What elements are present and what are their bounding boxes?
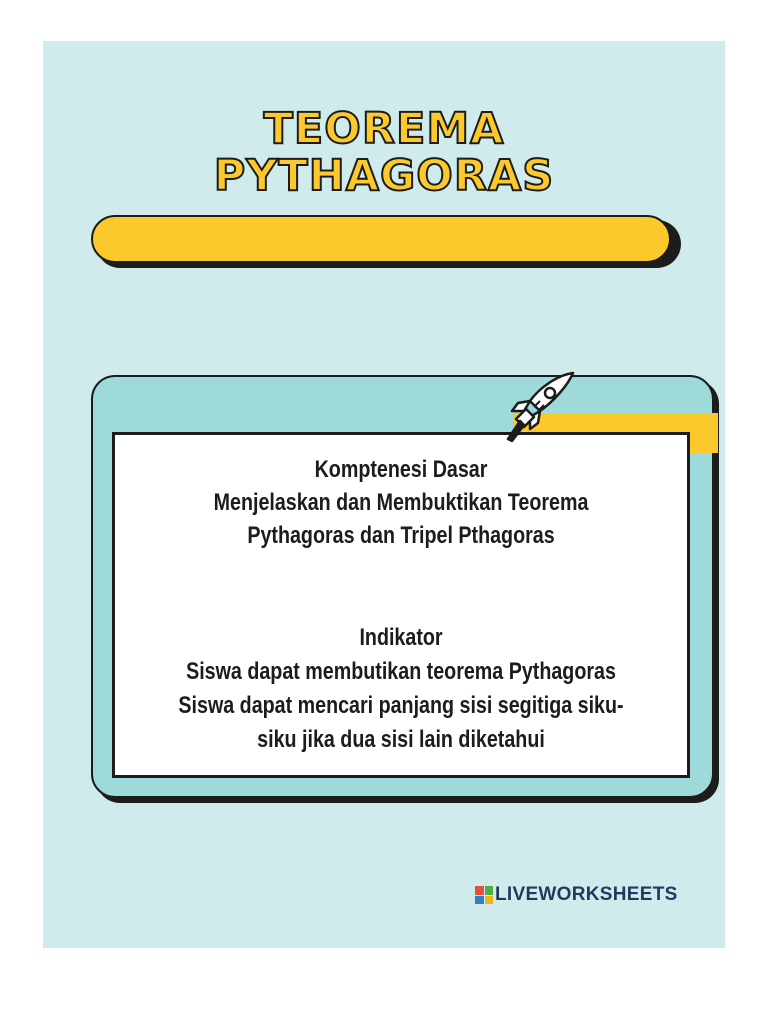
worksheet-page xyxy=(43,41,725,948)
indicator-heading: Indikator xyxy=(359,624,443,651)
rocket-icon xyxy=(478,369,580,453)
liveworksheets-brand: LIVEWORKSHEETS xyxy=(495,884,678,905)
title-line-2: PYTHAGORAS xyxy=(213,151,555,201)
indicator-line-3: siku jika dua sisi lain diketahui xyxy=(257,726,545,753)
kd-line-1: Menjelaskan dan Membuktikan Teorema xyxy=(213,489,589,516)
kd-heading: Komptenesi Dasar xyxy=(314,456,488,483)
kd-line-2: Pythagoras dan Tripel Pthagoras xyxy=(247,522,555,549)
title-line-1: TEOREMA xyxy=(263,104,505,154)
liveworksheets-logo xyxy=(475,883,678,907)
indicator-line-1: Siswa dapat membutikan teorema Pythagoras xyxy=(186,658,616,685)
title-bar xyxy=(91,215,671,263)
content-card xyxy=(112,432,690,778)
liveworksheets-logo-icon xyxy=(475,886,493,904)
indicator-line-2: Siswa dapat mencari panjang sisi segitiga siku- xyxy=(178,692,624,719)
